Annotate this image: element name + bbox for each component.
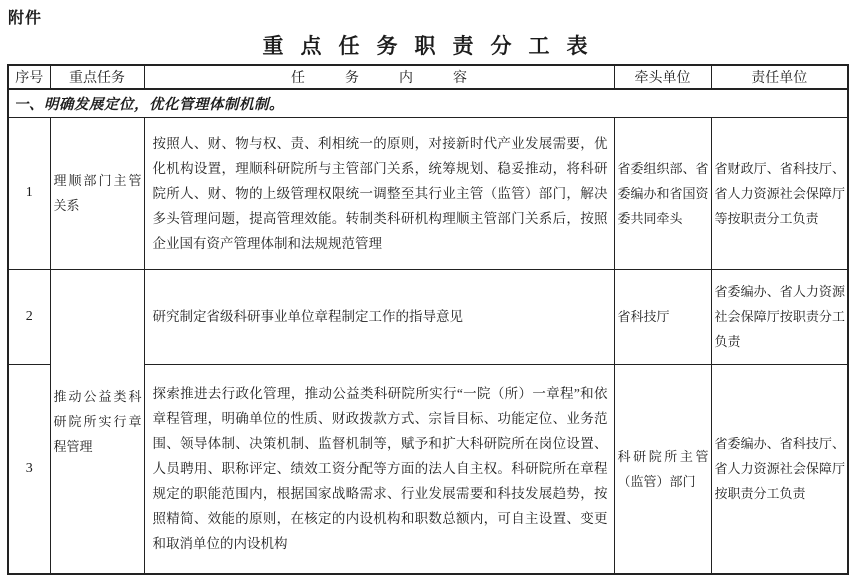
- header-responsible-unit: 责任单位: [711, 65, 848, 89]
- page-title: 重点任务职责分工表: [262, 34, 605, 58]
- attachment-label: 附件: [8, 10, 43, 27]
- header-serial-number: 序号: [8, 65, 50, 89]
- table-row: [8, 269, 848, 364]
- serial-number-cell: 2: [8, 269, 50, 364]
- responsible-unit-cell: 省委编办、省科技厅、省人力资源社会保障厅按职责分工负责: [711, 364, 848, 574]
- lead-unit-cell: 省委组织部、省委编办和省国资委共同牵头: [614, 117, 711, 269]
- task-content-cell: 按照人、财、物与权、责、利相统一的原则，对接新时代产业发展需要，优化机构设置，理顺科研院所与主管部门关系，统筹规划、稳妥推动，将科研院所人、财、物的上级管理权限统一调整至其行业主管（监管）部门，解决多头管理问题，提高管理效能。转制类科研机构理顺主管部门关系后，按照企业国有资产管理体制和法规规范管理: [144, 117, 614, 269]
- key-task-cell: 理顺部门主管关系: [50, 117, 144, 269]
- key-task-cell-merged: 推动公益类科研院所实行章程管理: [50, 269, 144, 574]
- serial-number-cell: 3: [8, 364, 50, 574]
- table-row: [8, 117, 848, 269]
- section-title: 一、明确发展定位，优化管理体制机制。: [8, 89, 848, 117]
- task-content-cell: 探索推进去行政化管理，推动公益类科研院所实行“一院（所）一章程”和依章程管理，明确单位的性质、财政拨款方式、宗旨目标、功能定位、业务范围、领导体制、决策机制、监督机制等，赋予和扩大科研院所在岗位设置、人员聘用、职称评定、绩效工资分配等方面的法人自主权。科研院所在章程规定的职能范围内，根据国家战略需求、行业发展需要和科技发展趋势，按照精简、效能的原则，在核定的内设机构和职数总额内，可自主设置、变更和取消单位的内设机构: [144, 364, 614, 574]
- header-key-task: 重点任务: [50, 65, 144, 89]
- lead-unit-cell: 省科技厅: [614, 269, 711, 364]
- responsibility-table: [7, 64, 849, 575]
- lead-unit-cell: 科研院所主管（监管）部门: [614, 364, 711, 574]
- responsible-unit-cell: 省委编办、省人力资源社会保障厅按职责分工负责: [711, 269, 848, 364]
- task-content-cell: 研究制定省级科研事业单位章程制定工作的指导意见: [144, 269, 614, 364]
- serial-number-cell: 1: [8, 117, 50, 269]
- table-header-row: [8, 65, 848, 89]
- header-lead-unit: 牵头单位: [614, 65, 711, 89]
- section-header-row: [8, 89, 848, 117]
- header-task-content: 任务内容: [144, 65, 614, 89]
- responsible-unit-cell: 省财政厅、省科技厅、省人力资源社会保障厅等按职责分工负责: [711, 117, 848, 269]
